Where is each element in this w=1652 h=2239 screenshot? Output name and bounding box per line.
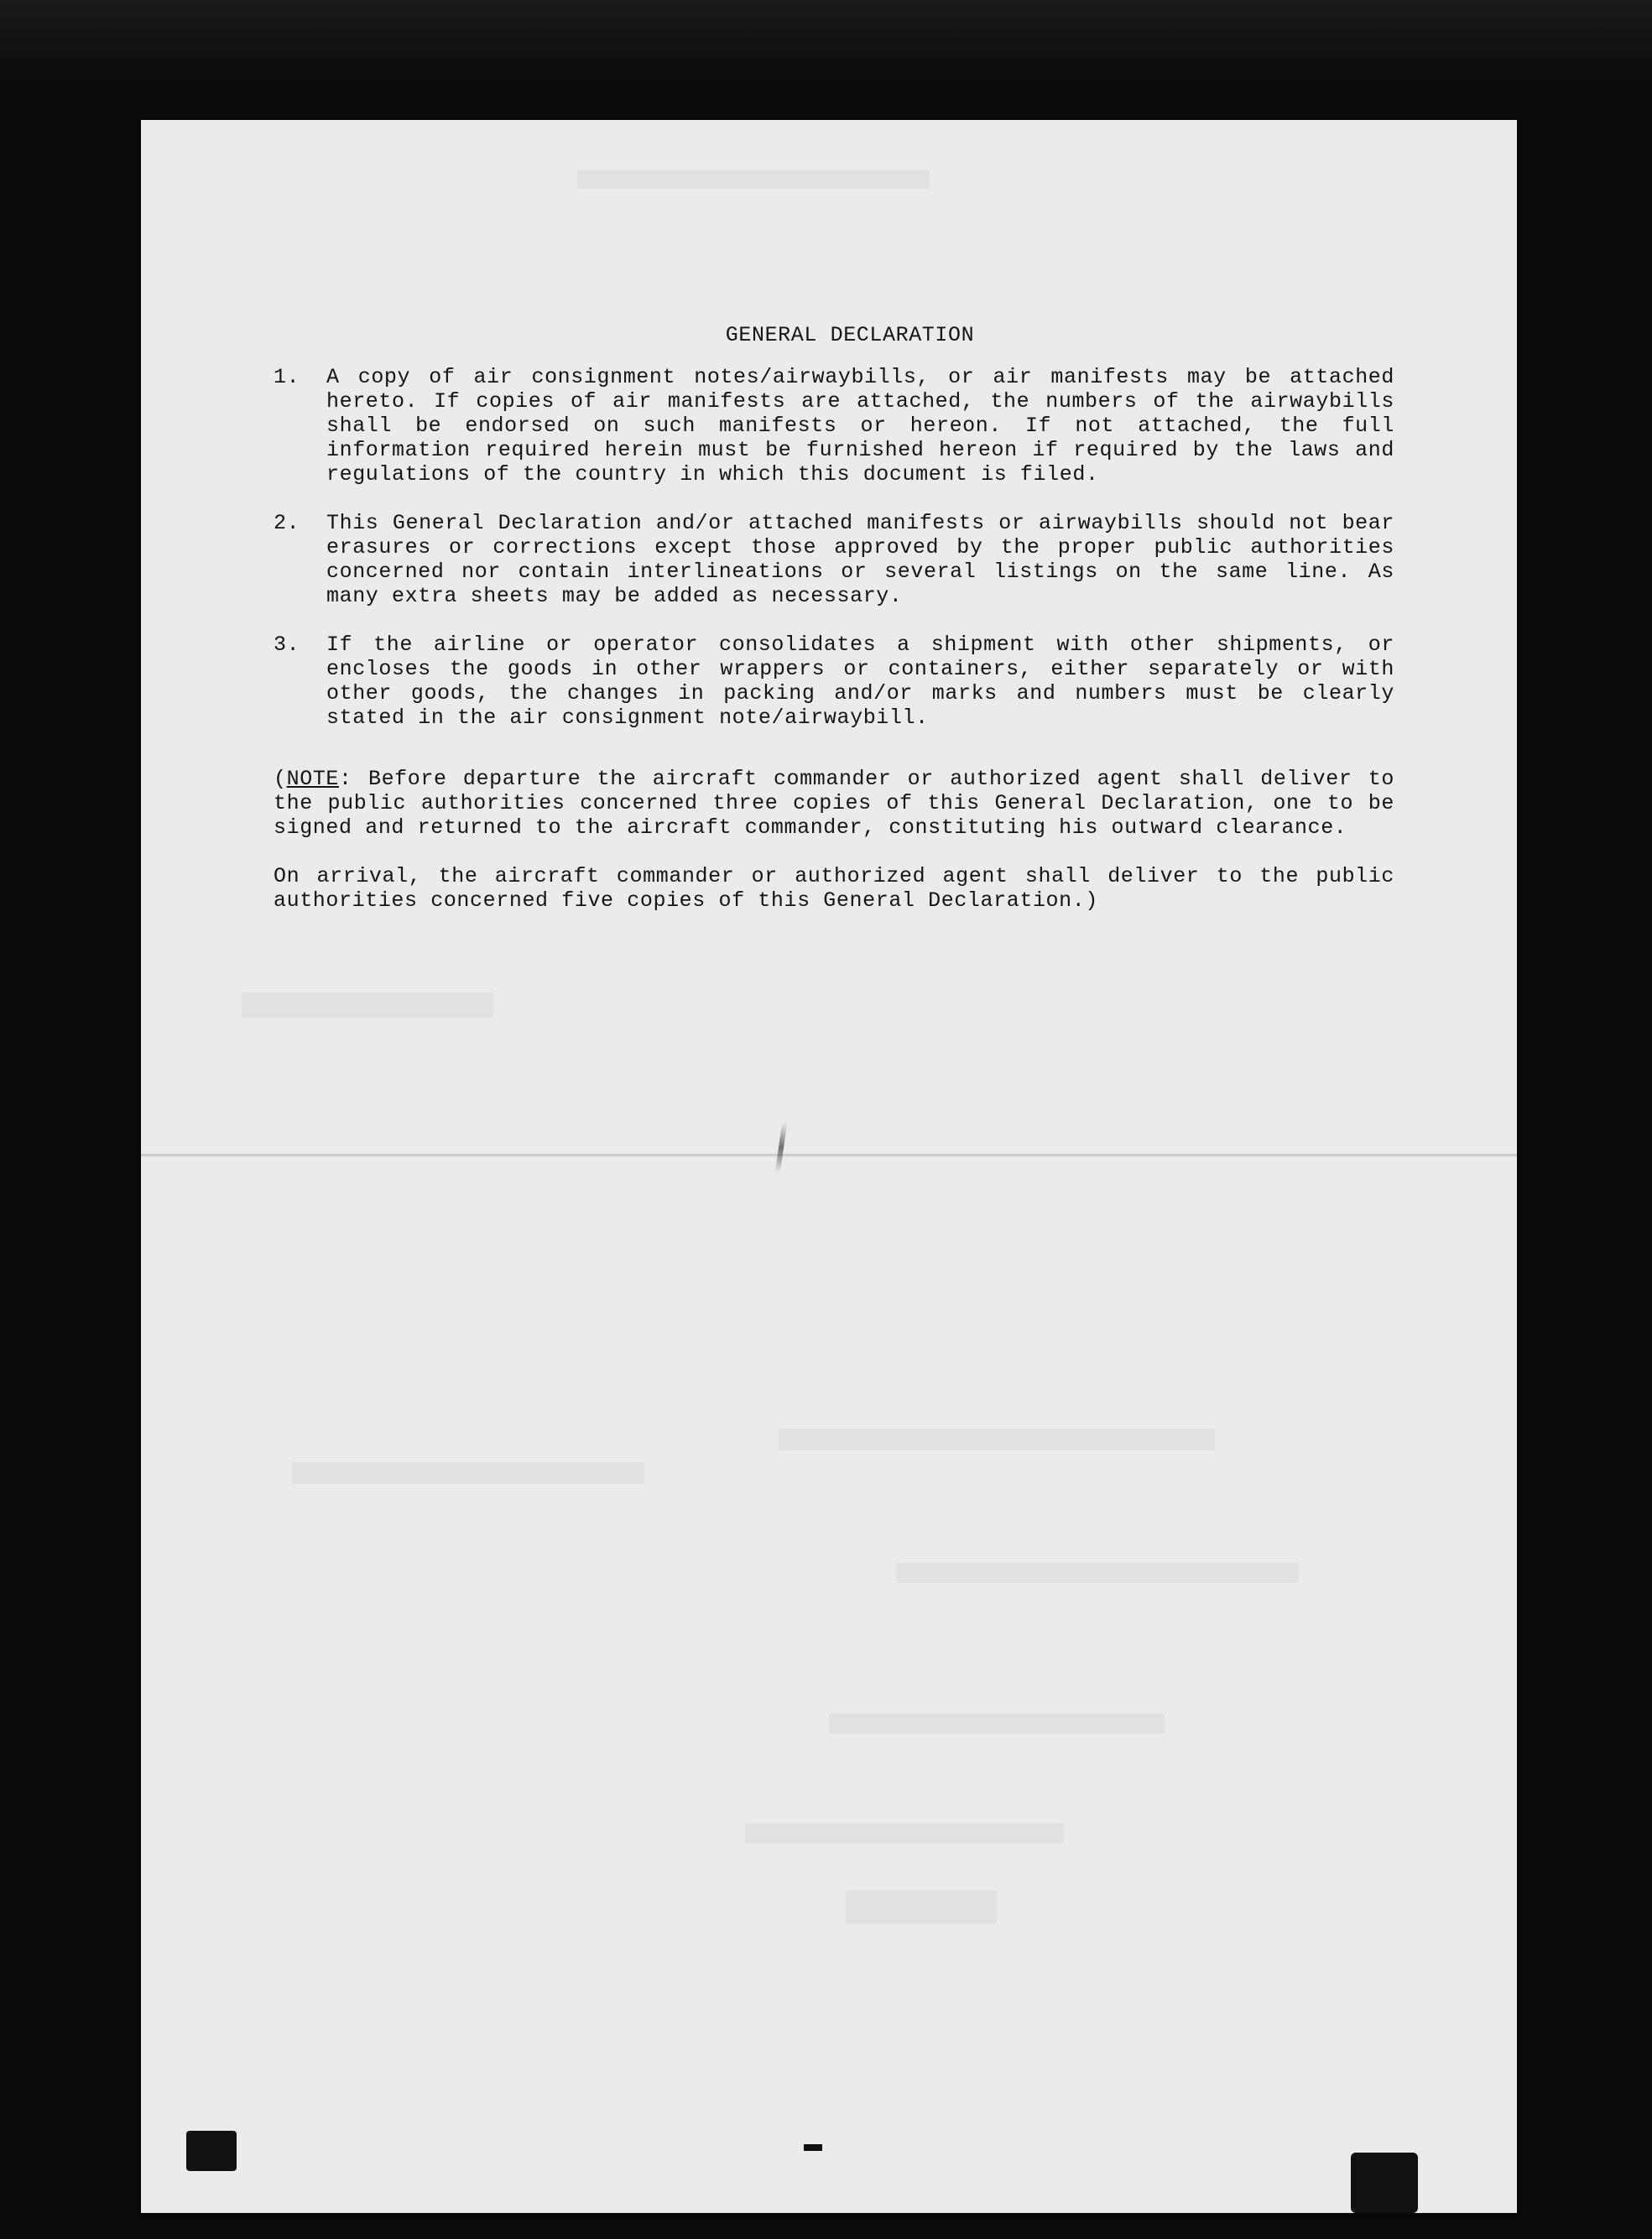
bleed-through-text [829, 1714, 1165, 1734]
bleed-through-text [577, 170, 930, 189]
bleed-through-text [292, 1462, 644, 1484]
bleed-through-text [745, 1823, 1064, 1843]
departure-note [274, 767, 1394, 840]
item-number: 1. [274, 365, 300, 389]
document-page [141, 120, 1517, 2213]
document-title: GENERAL DECLARATION [725, 323, 975, 347]
scan-speck [804, 2144, 822, 2151]
instruction-item [274, 365, 1394, 487]
binder-mark [1351, 2153, 1418, 2213]
binder-mark [186, 2131, 237, 2171]
note-text: Before departure the aircraft commander or authorized agent shall deliver to the public authorities concerned three copies of this General Declaration, one to be signed and returned to the aircraft commander, constituting his outward clearance. [274, 767, 1394, 840]
bleed-through-text [846, 1890, 997, 1924]
bleed-through-text [896, 1563, 1299, 1583]
item-text: This General Declaration and/or attached manifests or airwaybills should not bear erasures or corrections except those approved by the proper public authorities concerned nor contain interlineations or several listings on the same line. As many extra sheets may be added as necessary. [326, 511, 1394, 608]
item-number: 2. [274, 511, 300, 535]
declaration-body [274, 323, 1394, 913]
arrival-note: On arrival, the aircraft commander or authorized agent shall deliver to the public authorities concerned five copies of this General Declaration.) [274, 864, 1394, 913]
note-label: NOTE [286, 767, 340, 791]
instruction-item [274, 633, 1394, 730]
item-text: A copy of air consignment notes/airwaybills, or air manifests may be attached hereto. If copies of air manifests are attached, the numbers of the airwaybills shall be endorsed on such manifests or hereon. If not attached, the full information required herein must be furnished hereon if required by the laws and regulations of the country in which this document is filed. [326, 365, 1394, 487]
bleed-through-text [779, 1429, 1215, 1450]
fold-crease-mark [775, 1122, 787, 1173]
item-text: If the airline or operator consolidates a shipment with other shipments, or encloses the goods in other wrappers or containers, either separately or with other goods, the changes in packing and/or marks and numbers must be clearly stated in the air consignment note/airwaybill. [326, 633, 1394, 730]
instruction-item [274, 511, 1394, 608]
item-number: 3. [274, 633, 300, 657]
film-edge [0, 0, 1652, 117]
bleed-through-text [242, 992, 493, 1018]
paper-fold [141, 1153, 1517, 1157]
note-colon: : [339, 767, 352, 791]
note-open-paren: ( [274, 767, 287, 791]
instruction-list [274, 365, 1394, 730]
